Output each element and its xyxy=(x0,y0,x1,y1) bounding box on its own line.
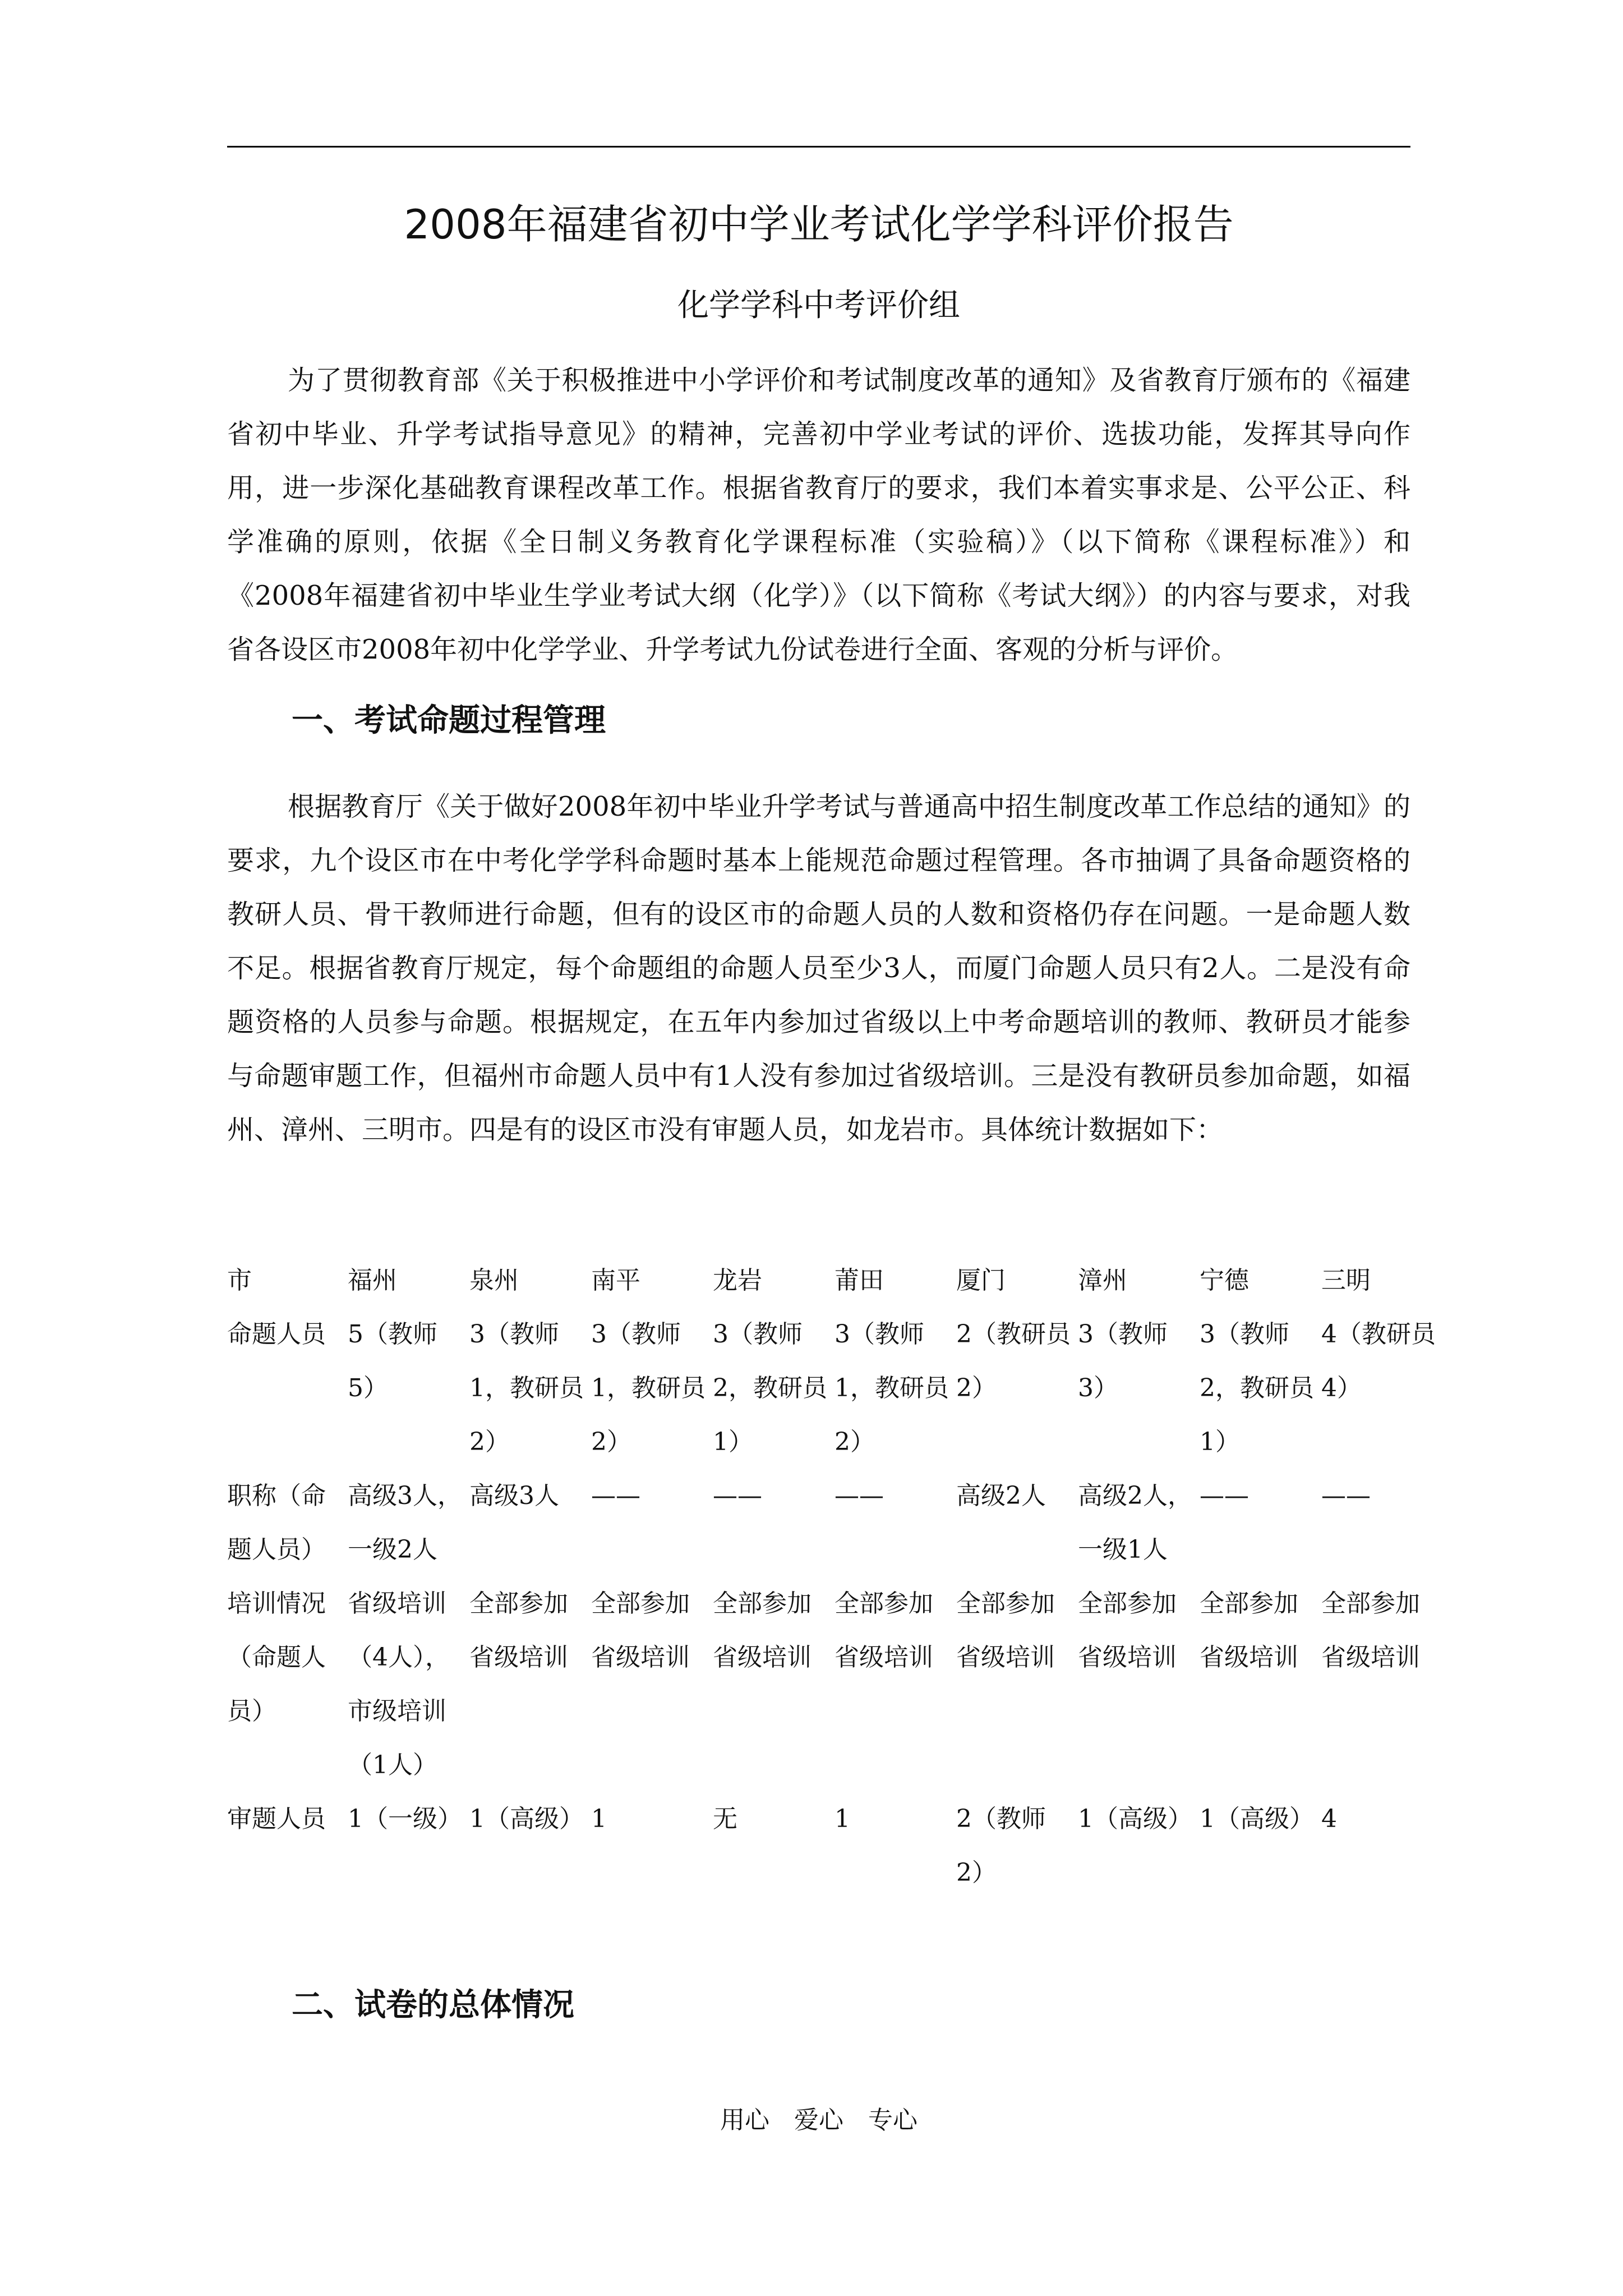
page-footer: 用心 爱心 专心 xyxy=(720,2106,917,2134)
table-cell: 全部参加省级培训 xyxy=(469,1589,568,1672)
table-header-cell: 宁德 xyxy=(1200,1266,1249,1295)
table-header-cell: 福州 xyxy=(348,1266,397,1295)
table-row xyxy=(227,1577,1443,1792)
table-cell: 职称（命题人员） xyxy=(227,1481,326,1564)
table-cell: 全部参加省级培训 xyxy=(1078,1589,1177,1672)
table-cell: 高级2人 xyxy=(956,1481,1046,1510)
page-subtitle: 化学学科中考评价组 xyxy=(677,287,960,324)
table-cell: 审题人员 xyxy=(227,1805,326,1833)
table-header-cell: 泉州 xyxy=(469,1266,519,1295)
table-cell: 全部参加省级培训 xyxy=(956,1589,1055,1672)
statistics-table xyxy=(227,1254,1443,1900)
table-cell: 4 xyxy=(1321,1805,1337,1833)
table-cell: 全部参加省级培训 xyxy=(1321,1589,1420,1672)
table-header-cell: 三明 xyxy=(1321,1266,1371,1295)
table-cell: 3（教师1，教研员2） xyxy=(591,1320,706,1456)
table-cell: —— xyxy=(834,1481,884,1510)
table-cell: 高级2人，一级1人 xyxy=(1078,1481,1192,1564)
table-cell: 无 xyxy=(713,1805,737,1833)
table-cell: 省级培训（4人），市级培训（1人） xyxy=(348,1589,450,1779)
table-header-cell: 南平 xyxy=(591,1266,640,1295)
table-cell: 1（一级） xyxy=(348,1805,462,1833)
table-header-cell: 厦门 xyxy=(956,1266,1006,1295)
table-cell: 4（教研员4） xyxy=(1321,1320,1436,1402)
table-header-cell: 漳州 xyxy=(1078,1266,1127,1295)
table-cell: 3（教师2，教研员1） xyxy=(713,1320,827,1456)
table-cell: 1（高级） xyxy=(1200,1805,1314,1833)
table-row xyxy=(227,1792,1443,1900)
table-cell: 培训情况（命题人员） xyxy=(227,1589,326,1726)
section2-heading: 二、试卷的总体情况 xyxy=(292,1987,574,2023)
header-rule xyxy=(227,146,1410,148)
table-cell: 高级3人，一级2人 xyxy=(348,1481,462,1564)
table-cell: 3（教师3） xyxy=(1078,1320,1168,1402)
table-cell: —— xyxy=(713,1481,762,1510)
table-cell: 1 xyxy=(591,1805,607,1833)
page-title: 2008年福建省初中学业考试化学学科评价报告 xyxy=(404,201,1234,248)
table-header-cell: 龙岩 xyxy=(713,1266,762,1295)
table-header-cell: 市 xyxy=(227,1266,252,1295)
intro-paragraph: 为了贯彻教育部《关于积极推进中小学评价和考试制度改革的通知》及省教育厅颁布的《福建省初中毕业、升学考试指导意见》的精神，完善初中学业考试的评价、选拔功能，发挥其导向作用，进一步深化基础教育课程改革工作。根据省教育厅的要求，我们本着实事求是、公平公正、科学准确的原则，依据《全日制义务教育化学课程标准（实验稿）》（以下简称《课程标准》）和《2008年福建省初中毕业生学业考试大纲（化学）》（以下简称《考试大纲》）的内容与要求，对我省各设区市2008年初中化学学业、升学考试九份试卷进行全面、客观的分析与评价。 xyxy=(227,365,1410,665)
table-cell: —— xyxy=(1321,1481,1371,1510)
table-header-cell: 莆田 xyxy=(834,1266,884,1295)
table-cell: 2（教师2） xyxy=(956,1805,1046,1887)
table-cell: 3（教师2，教研员1） xyxy=(1200,1320,1314,1456)
table-cell: 全部参加省级培训 xyxy=(713,1589,811,1672)
table-cell: 1（高级） xyxy=(469,1805,584,1833)
table-row xyxy=(227,1308,1443,1469)
table-cell: 全部参加省级培训 xyxy=(591,1589,690,1672)
section1-heading: 一、考试命题过程管理 xyxy=(292,702,606,739)
table-cell: 2（教研员2） xyxy=(956,1320,1071,1402)
table-cell: 命题人员 xyxy=(227,1320,326,1349)
table-cell: 1 xyxy=(834,1805,850,1833)
table-cell: 3（教师1，教研员2） xyxy=(469,1320,584,1456)
table-cell: 全部参加省级培训 xyxy=(834,1589,933,1672)
table-cell: 全部参加省级培训 xyxy=(1200,1589,1298,1672)
table-header-row xyxy=(227,1254,1443,1308)
section1-paragraph: 根据教育厅《关于做好2008年初中毕业升学考试与普通高中招生制度改革工作总结的通知》的要求，九个设区市在中考化学学科命题时基本上能规范命题过程管理。各市抽调了具备命题资格的教研人员、骨干教师进行命题，但有的设区市的命题人员的人数和资格仍存在问题。一是命题人数不足。根据省教育厅规定，每个命题组的命题人员至少3人，而厦门命题人员只有2人。二是没有命题资格的人员参与命题。根据规定，在五年内参加过省级以上中考命题培训的教师、教研员才能参与命题审题工作，但福州市命题人员中有1人没有参加过省级培训。三是没有教研员参加命题，如福州、漳州、三明市。四是有的设区市没有审题人员，如龙岩市。具体统计数据如下： xyxy=(227,791,1410,1145)
table-cell: 高级3人 xyxy=(469,1481,559,1510)
table-cell: 3（教师1，教研员2） xyxy=(834,1320,949,1456)
table-cell: —— xyxy=(591,1481,640,1510)
table-row xyxy=(227,1469,1443,1577)
table-cell: 5（教师5） xyxy=(348,1320,437,1402)
table-cell: —— xyxy=(1200,1481,1249,1510)
table-cell: 1（高级） xyxy=(1078,1805,1192,1833)
